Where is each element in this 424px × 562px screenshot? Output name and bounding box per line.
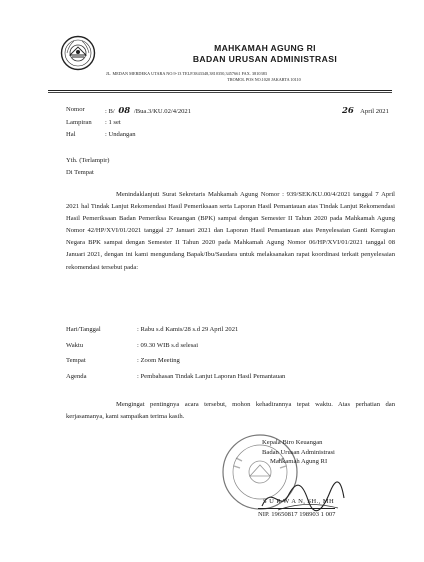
letterhead-title: MAHKAMAH AGUNG RI [214, 43, 316, 53]
nomor-label: Nomor [66, 106, 85, 113]
letter-date [342, 106, 389, 116]
letterhead-postbox: TROMOL POS NO.1020 JAKARTA 10110 [227, 77, 301, 82]
signature-title-1: Kepala Biro Keuangan [262, 439, 323, 446]
nomor-handwritten: 08 [118, 106, 131, 116]
signature-nip: NIP. 19650817 198903 1 007 [258, 508, 335, 519]
hal-value: : Undangan [105, 131, 136, 138]
mahkamah-agung-logo [60, 35, 96, 71]
body-paragraph-1: Menindaklanjuti Surat Sekretaris Mahkamah Agung Nomor : 939/SEK/KU.00/4/2021 tanggal 7 April 2021 hal Tindak Lanjut Rekomendasi Hasil Pemeriksaan serta Laporan Hasil Pemantauan atas Tindak Lanjut Rekomendasi Hasil Pemeriksaan Badan Pemeriksa Keuangan (BPK) sampai dengan Semester II Tahun 2020 pada Mahkamah Agung Nomor 42/HP/XVI/01/2021 tanggal 27 Januari 2021 dan Laporan Hasil Pemantauan atas Penyelesaian Ganti Kerugian Negara BPK sampai dengan Semester II Tahun 2020 pada Mahkamah Agung Nomor 06/HP/XVI/01/2021 tanggal 08 Januari 2021, dengan ini kami mengundang Bapak/Ibu/Saudara untuk melaksanakan rapat koordinasi terkait penyelesaian rekomendasi tersebut pada: [66, 191, 395, 271]
signature-title-2: Badan Urusan Administrasi [262, 449, 335, 456]
nomor-suffix: /Bua.3/KU.02/4/2021 [133, 108, 192, 115]
nomor-value [105, 106, 191, 116]
lampiran-value: : 1 set [105, 119, 121, 126]
letterhead-rule-thin [48, 92, 392, 93]
recipient-line: Yth. (Terlampir) [66, 157, 110, 164]
schedule-label-place: Tempat [66, 357, 86, 364]
lampiran-label: Lampiran [66, 119, 92, 126]
schedule-label-agenda: Agenda [66, 373, 87, 380]
schedule-label-time: Waktu [66, 342, 84, 349]
schedule-value-agenda: : Pembahasan Tindak Lanjut Laporan Hasil Pemantauan [137, 373, 286, 380]
letterhead-subtitle: BADAN URUSAN ADMINISTRASI [192, 54, 338, 64]
nomor-prefix: : B/ [105, 108, 115, 115]
letterhead-rule [48, 90, 392, 91]
recipient-place: Di Tempat [66, 169, 94, 176]
hal-label: Hal [66, 131, 76, 138]
signature-title-3: Mahkamah Agung RI [270, 458, 328, 465]
date-text: April 2021 [360, 108, 389, 115]
schedule-label-date: Hari/Tanggal [66, 326, 101, 333]
schedule-value-date: : Rabu s.d Kamis/28 s.d 29 April 2021 [137, 326, 239, 333]
schedule-value-place: : Zoom Meeting [137, 357, 180, 364]
letterhead-address: JL. MEDAN MERDEKA UTARA NO.9-13 TELP.3843348,3810350,3457661 FAX. 3810383 [106, 71, 268, 76]
schedule-value-time: : 09.30 WIB s.d selesai [137, 342, 199, 349]
date-handwritten: 26 [342, 106, 354, 116]
signature-name: S U R W A N, SH., MH [263, 498, 335, 505]
body-paragraph-2: Mengingat pentingnya acara tersebut, mohon kehadirannya tepat waktu. Atas perhatian dan kerjasamanya, kami sampaikan terima kasih. [66, 401, 395, 421]
